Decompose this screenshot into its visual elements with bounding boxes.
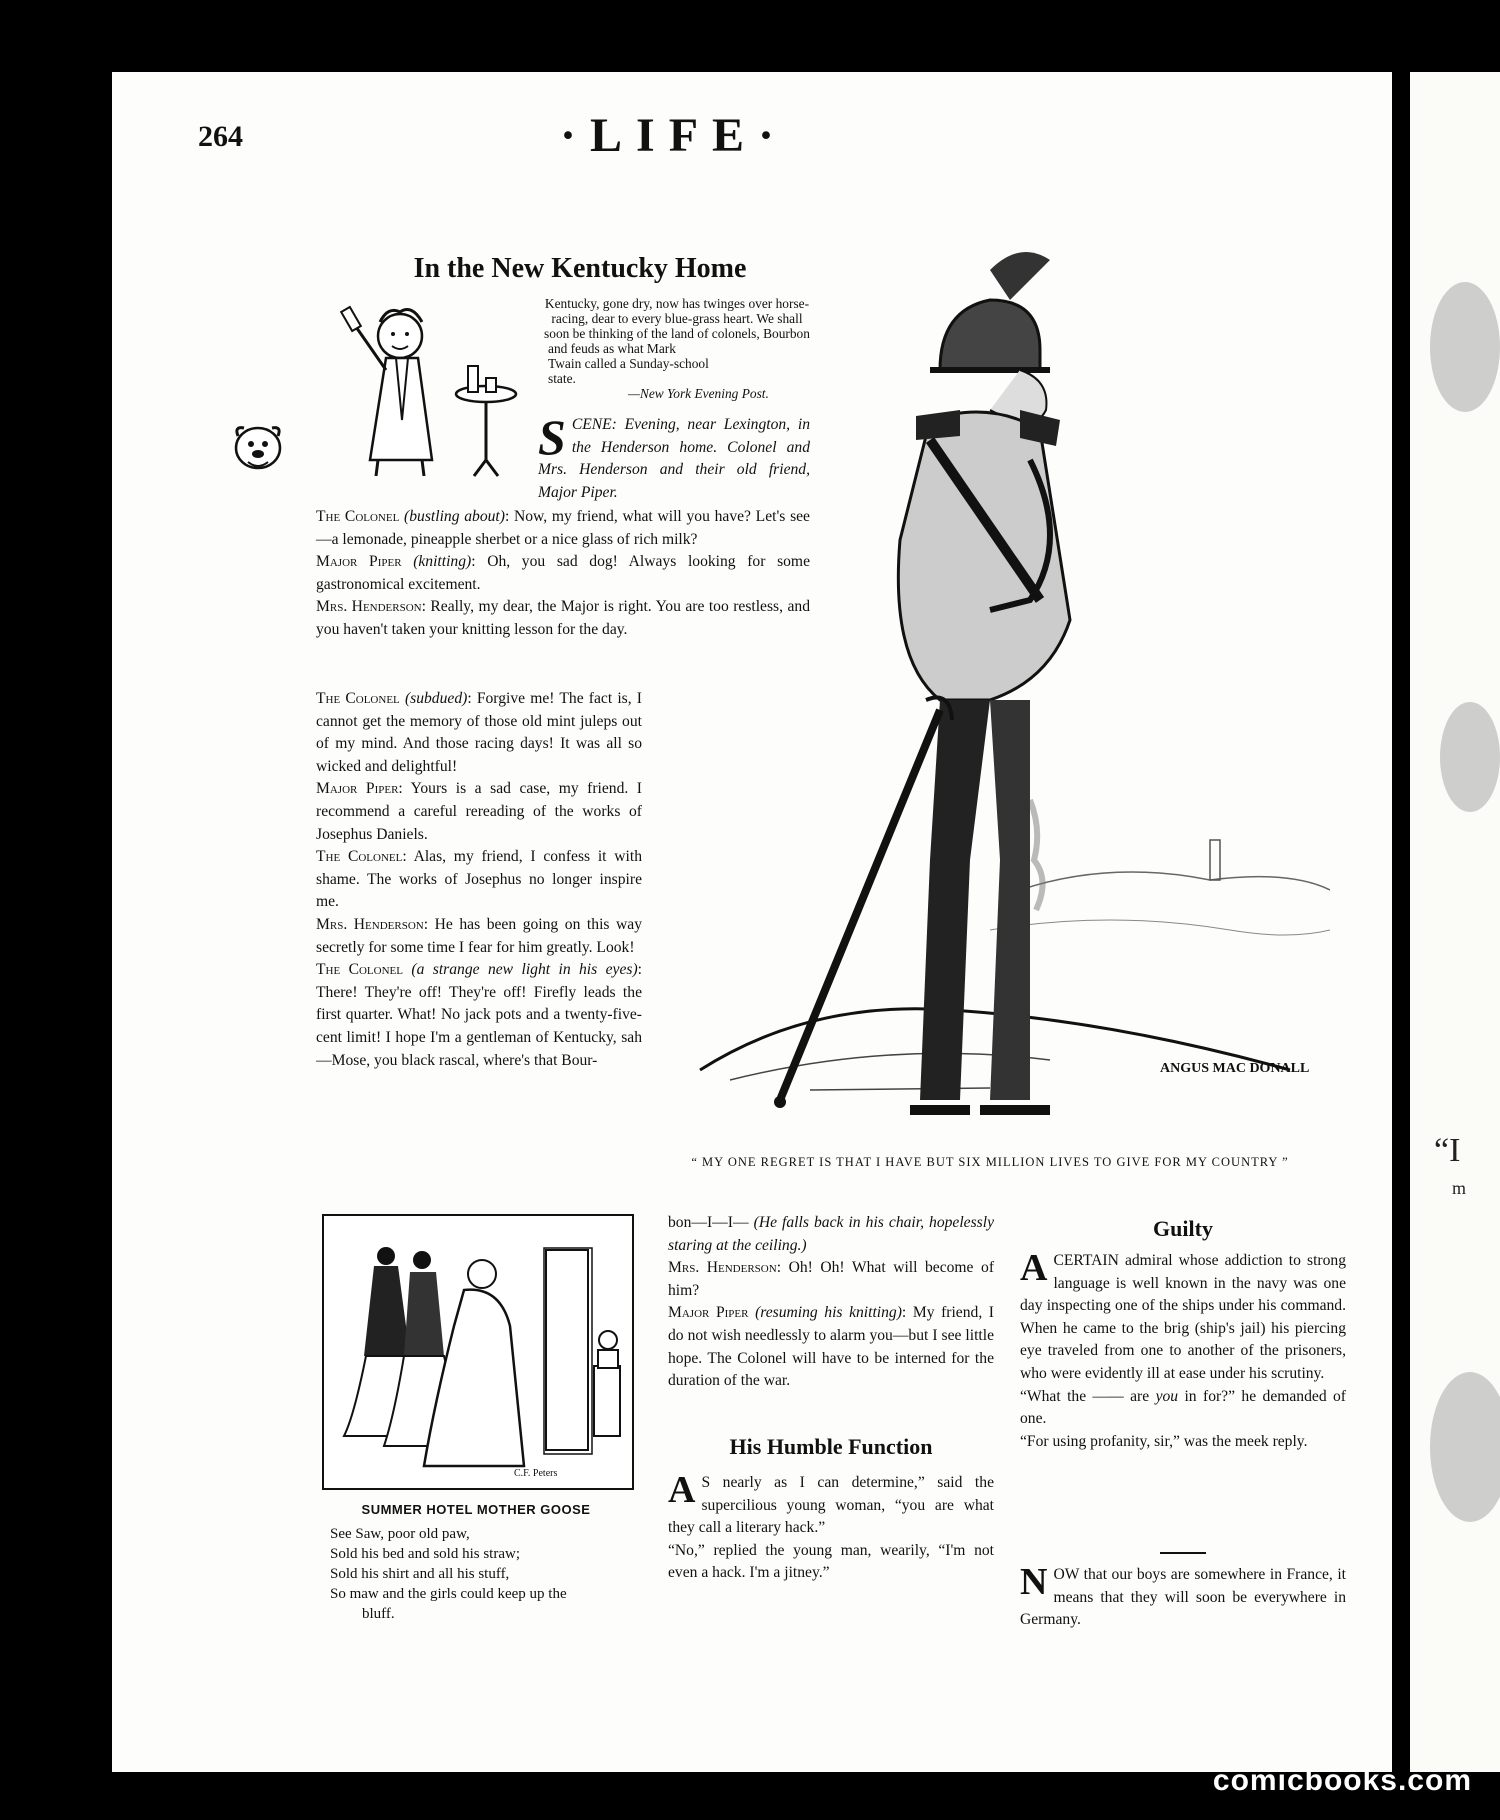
site-watermark: comicbooks.com [1212, 1764, 1472, 1797]
dialogue-line: Major Piper (knitting): Oh, you sad dog! Always looking for some gastronomical excitement. [316, 553, 810, 593]
next-page-sketch-3 [1430, 1372, 1500, 1522]
kentucky-column-2 [668, 1212, 994, 1393]
mother-goose-poem [330, 1524, 660, 1624]
humble-article [668, 1469, 994, 1585]
poem-line: bluff. [362, 1606, 395, 1622]
adjacent-page-fragment [1410, 72, 1500, 1772]
dialogue-line: The Colonel (a strange new light in his eyes): There! They're off! They're off! Firefly leads the first quarter. What! No jack pots and a twenty-five-cent limit! I hope I'm a gentleman of Kentucky, sah—Mose, you black rascal, where's that Bour- [316, 961, 642, 1069]
poem-line: Sold his shirt and all his stuff, [330, 1566, 510, 1582]
boys-text: OW that our boys are somewhere in France, it means that they will soon be everywhere in Germany. [1020, 1566, 1346, 1629]
epigraph-line: and feuds as what Mark [548, 341, 676, 356]
bulldog-ornament [230, 418, 286, 476]
boys-drop-cap: N [1020, 1561, 1048, 1603]
epigraph-line: Kentucky, gone dry, now has twinges over horse- [544, 296, 810, 311]
poem-line: Sold his bed and sold his straw; [330, 1546, 520, 1562]
epigraph-source: —New York Evening Post. [628, 386, 769, 401]
dialogue-line: Mrs. Henderson: Really, my dear, the Major is right. You are too restless, and you haven't taken your knitting lesson for the day. [316, 598, 810, 638]
mother-goose-panel [322, 1214, 634, 1490]
cartoon-signature: ANGUS MAC DONALL [1160, 1061, 1310, 1076]
page-number: 264 [198, 120, 243, 153]
kentucky-column-1-narrow [316, 688, 642, 1072]
dialogue-line: The Colonel (bustling about): Now, my friend, what will you have? Let's see—a lemonade, pineapple sherbet or a nice glass of rich milk? [316, 508, 810, 548]
humble-paragraph-2: “No,” replied the young man, wearily, “I'm not even a hack. I'm a jitney.” [668, 1541, 994, 1582]
epigraph-line: Twain called a Sunday-school [548, 356, 709, 371]
next-page-sketch-2 [1440, 702, 1500, 812]
guilty-paragraph-2: “What the —— are you in for?” he demanded of one. [1020, 1387, 1347, 1428]
guilty-paragraph-1: ACERTAIN admiral whose addiction to strong language is well known in the navy was one day inspecting one of the ships under his command. When he came to the brig (ship's jail) his piercing eye traveled from one to another of the prisoners, who were evidently ill at ease under his scrutiny. [1020, 1247, 1346, 1382]
scene-text: CENE: Evening, near Lexington, in the Henderson home. Colonel and Mrs. Henderson and their old friend, Major Piper. [538, 416, 810, 501]
dialogue-line: Mrs. Henderson: He has been going on this way secretly for some time I fear for him greatly. Look! [316, 915, 643, 956]
next-page-fragment-2: m [1452, 1178, 1467, 1198]
epigraph-line: soon be thinking of the land of colonels, Bourbon [544, 326, 810, 341]
guilty-paragraph-3: “For using profanity, sir,” was the meek reply. [1020, 1432, 1308, 1450]
dialogue-line: bon—I—I— (He falls back in his chair, hopelessly staring at the ceiling.) [668, 1214, 994, 1254]
kentucky-title: In the New Kentucky Home [413, 253, 747, 284]
mother-goose-illustration [324, 1216, 632, 1488]
mother-goose-title: SUMMER HOTEL MOTHER GOOSE [361, 1502, 591, 1517]
dialogue-line: Mrs. Henderson: Oh! Oh! What will become of him? [668, 1259, 995, 1299]
dialogue-line: The Colonel (subdued): Forgive me! The fact is, I cannot get the memory of those old mint juleps out of my mind. And those racing days! It was all so wicked and delightful! [316, 690, 642, 775]
guilty-drop-cap: A [1020, 1247, 1048, 1289]
next-page-fragment-1: “I [1434, 1132, 1461, 1169]
guilty-title: Guilty [1153, 1216, 1213, 1241]
panel-artist-signature: C.F. Peters [514, 1468, 558, 1479]
humble-drop-cap: A [668, 1469, 696, 1511]
dialogue-line: Major Piper (resuming his knitting): My friend, I do not wish needlessly to alarm you—but I see little hope. The Colonel will have to be interned for the duration of the war. [668, 1304, 994, 1390]
next-page-sketch-1 [1430, 282, 1500, 412]
humble-paragraph-1: A S nearly as I can determine,” said the supercilious young woman, “you are what they call a literary hack.” [668, 1469, 994, 1537]
epigraph-line: racing, dear to every blue-grass heart. We shall [551, 311, 803, 326]
guilty-article [1020, 1247, 1347, 1453]
boys-filler [1020, 1561, 1346, 1632]
section-divider [1160, 1552, 1206, 1554]
cartoon-caption: “ MY ONE REGRET IS THAT I HAVE BUT SIX MILLION LIVES TO GIVE FOR MY COUNTRY ” [691, 1155, 1289, 1169]
poem-line: See Saw, poor old paw, [330, 1526, 470, 1542]
scene-drop-cap: S [538, 409, 566, 465]
masthead-title: ·LIFE· [560, 109, 789, 162]
poem-line: So maw and the girls could keep up the [330, 1586, 567, 1602]
dialogue-line: The Colonel: Alas, my friend, I confess it with shame. The works of Josephus no longer inspire me. [316, 848, 642, 911]
humble-title: His Humble Function [729, 1434, 933, 1459]
dialogue-line: Major Piper: Yours is a sad case, my friend. I recommend a careful rereading of the works of Josephus Daniels. [316, 780, 642, 843]
soldier-cartoon [690, 240, 1330, 1120]
epigraph-line: state. [548, 371, 576, 386]
